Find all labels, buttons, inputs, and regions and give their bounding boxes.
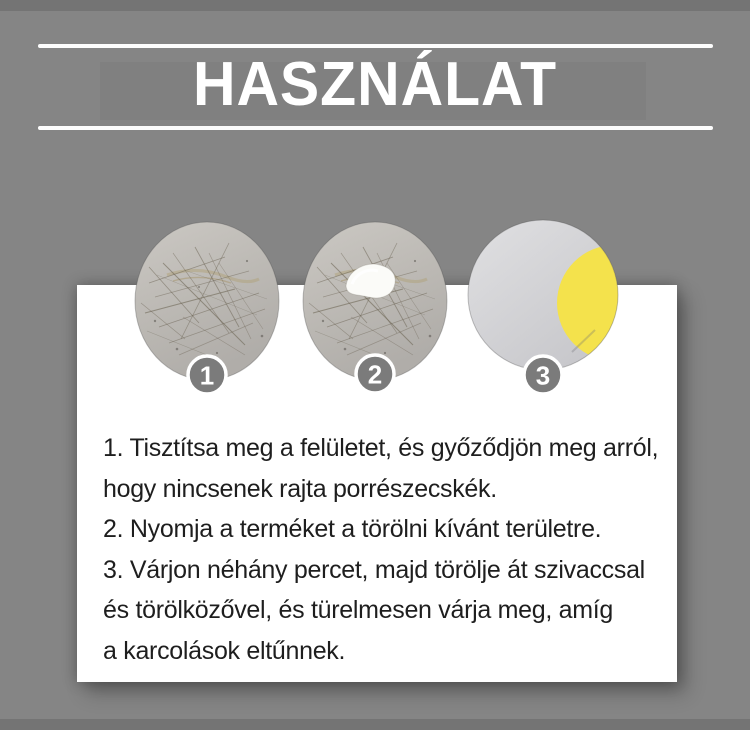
step3-badge-number: 3 xyxy=(535,360,551,391)
instruction-line-2: hogy nincsenek rajta porrészecskék. xyxy=(103,474,497,503)
step2-badge-number: 2 xyxy=(367,359,383,390)
step1-badge xyxy=(188,356,226,394)
title-rule-top xyxy=(38,44,713,48)
step3-polished-surface-image xyxy=(468,220,630,370)
step3-badge xyxy=(524,356,562,394)
step1-badge-number: 1 xyxy=(199,360,215,391)
instructions-text-block xyxy=(103,428,669,671)
bottom-edge-strip xyxy=(0,719,750,730)
instruction-line-3: 2. Nyomja a terméket a törölni kívánt területre. xyxy=(103,515,602,543)
instruction-line-4: 3. Várjon néhány percet, majd törölje át szivaccsal xyxy=(103,555,645,584)
instruction-line-5: és törölközővel, és türelmesen várja meg, amíg xyxy=(103,596,614,624)
instruction-line-1: 1. Tisztítsa meg a felületet, és győződjön meg arról, xyxy=(103,434,659,462)
instruction-line-6: a karcolások eltűnnek. xyxy=(103,636,346,665)
step2-badge xyxy=(356,355,394,393)
page-title: HASZNÁLAT xyxy=(192,50,558,119)
step-circles-graphic xyxy=(120,210,630,402)
top-edge-strip xyxy=(0,0,750,11)
title-rule-bottom xyxy=(38,126,713,130)
